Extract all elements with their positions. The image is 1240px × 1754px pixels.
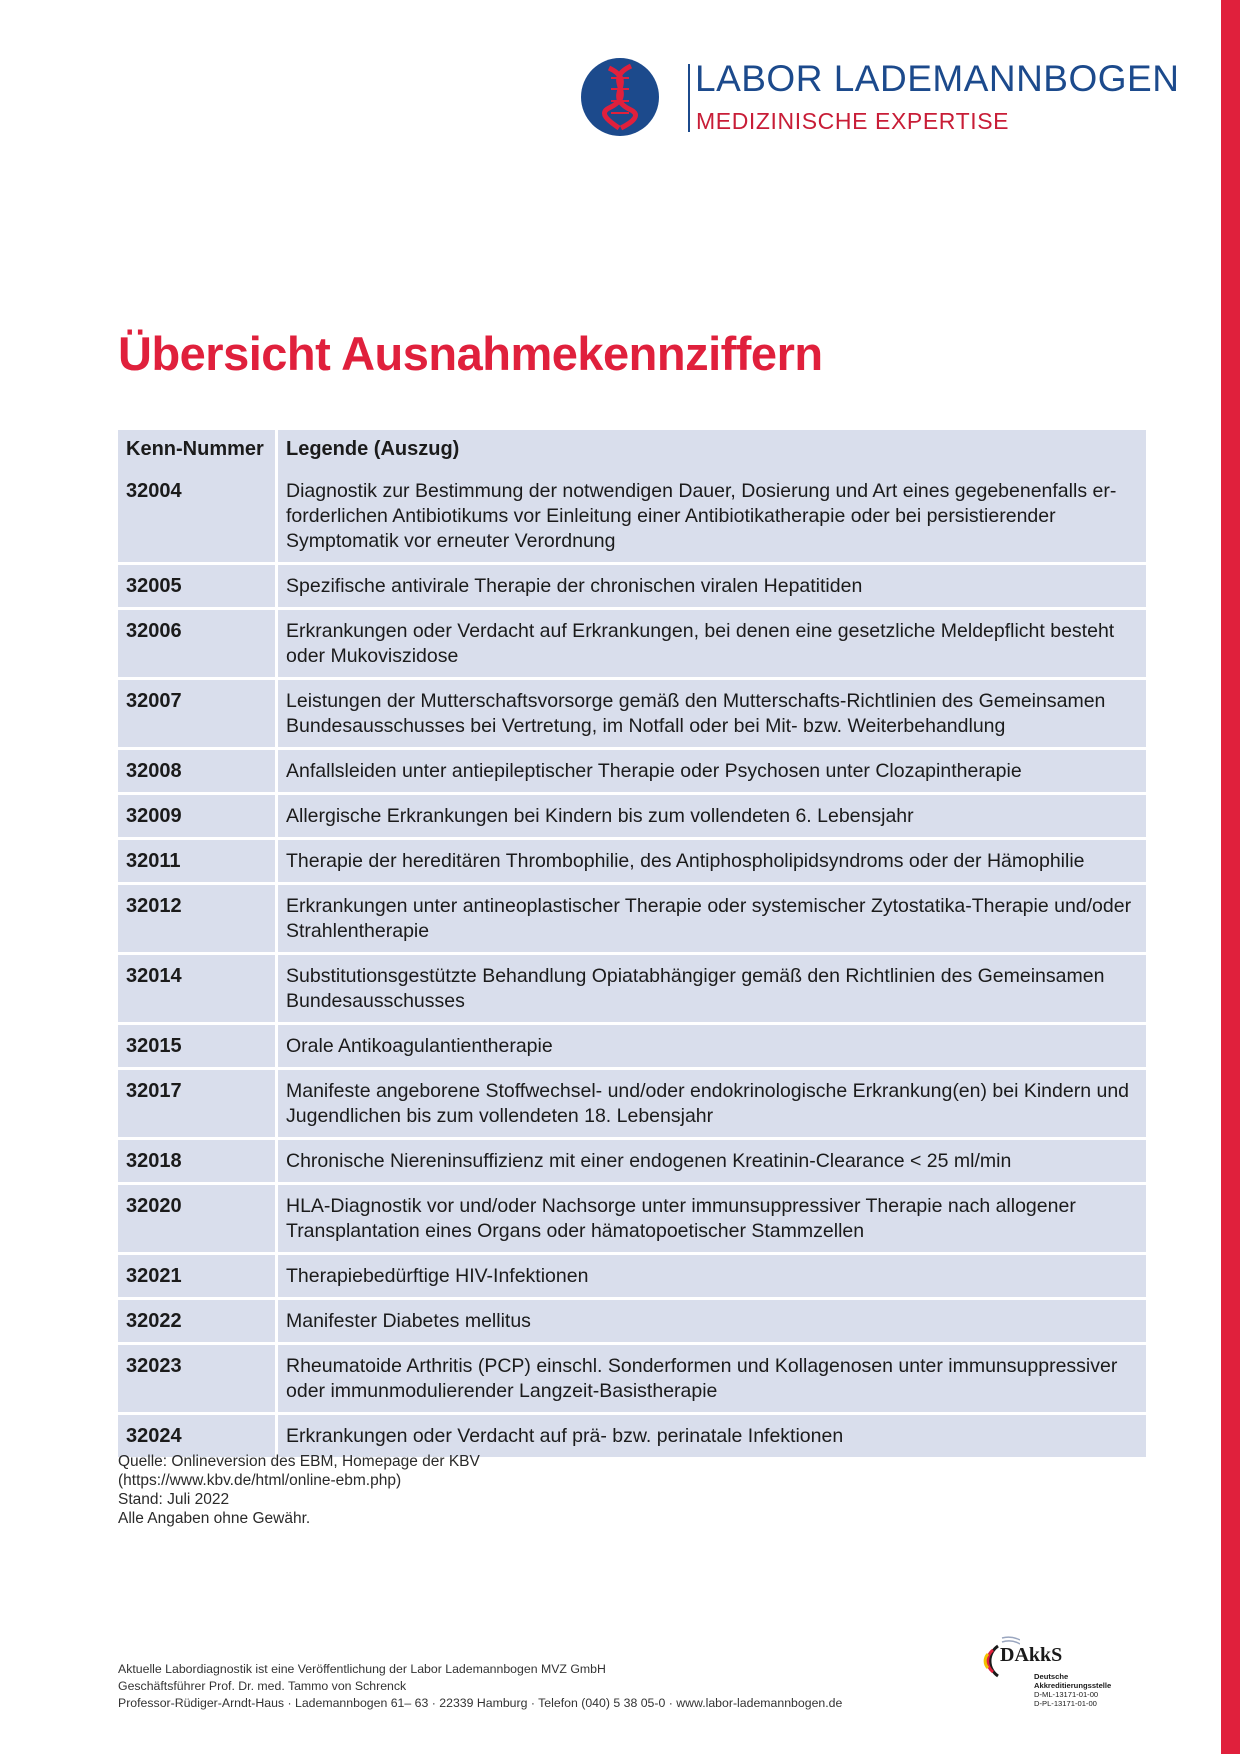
row-legend: Therapiebedürftige HIV-Infektionen bbox=[278, 1255, 1146, 1300]
right-accent-bar bbox=[1221, 0, 1240, 1754]
header-code: Kenn-Nummer bbox=[118, 430, 278, 470]
dakks-details bbox=[1034, 1672, 1111, 1708]
dakks-line: Akkreditierungsstelle bbox=[1034, 1681, 1112, 1690]
row-code: 32017 bbox=[118, 1070, 278, 1140]
page-title: Übersicht Ausnahmekennziffern bbox=[118, 327, 823, 380]
row-legend: Spezifische antivirale Therapie der chronischen viralen Hepatitiden bbox=[278, 565, 1146, 610]
row-code: 32012 bbox=[118, 885, 278, 955]
row-code: 32009 bbox=[118, 795, 278, 840]
row-legend: Substitutionsgestützte Behandlung Opiatabhängiger gemäß den Richtlinien des Gemeinsamen Bundesausschusses bbox=[278, 955, 1146, 1025]
table-row bbox=[118, 680, 1146, 750]
row-legend: Manifeste angeborene Stoffwechsel- und/oder endokrinologische Erkrankung(en) bei Kindern und Jugendlichen bis zum vollendeten 18. Lebensjahr bbox=[278, 1070, 1146, 1140]
row-legend: Rheumatoide Arthritis (PCP) einschl. Sonderformen und Kollagenosen unter immunsuppressiver oder immunmodulierender Langzeit-Basistherapie bbox=[278, 1345, 1146, 1415]
row-code: 32006 bbox=[118, 610, 278, 680]
row-code: 32015 bbox=[118, 1025, 278, 1070]
table-row bbox=[118, 1345, 1146, 1415]
row-code: 32011 bbox=[118, 840, 278, 885]
header-legend: Legende (Auszug) bbox=[278, 430, 1146, 470]
source-date: Stand: Juli 2022 bbox=[118, 1491, 230, 1508]
logo-title: LABOR LADEMANNBOGEN bbox=[695, 58, 1180, 99]
source-url: (https://www.kbv.de/html/online-ebm.php) bbox=[118, 1472, 402, 1489]
footer-line: Geschäftsführer Prof. Dr. med. Tammo von Schrenck bbox=[118, 1679, 407, 1693]
table-row bbox=[118, 470, 1146, 565]
dakks-name: DAkkS bbox=[1000, 1644, 1063, 1666]
row-code: 32008 bbox=[118, 750, 278, 795]
logo-subtitle: MEDIZINISCHE EXPERTISE bbox=[696, 108, 1010, 134]
table-row bbox=[118, 610, 1146, 680]
table-row bbox=[118, 1025, 1146, 1070]
table-row bbox=[118, 1185, 1146, 1255]
row-code: 32005 bbox=[118, 565, 278, 610]
footer-line: Professor-Rüdiger-Arndt-Haus · Lademannbogen 61– 63 · 22339 Hamburg · Telefon (040) 5 38 05-0 · www.labor-lademannbogen.de bbox=[118, 1696, 843, 1710]
row-code: 32007 bbox=[118, 680, 278, 750]
table-row bbox=[118, 1300, 1146, 1345]
dakks-line: D-PL-13171-01-00 bbox=[1034, 1699, 1097, 1708]
table-row bbox=[118, 1255, 1146, 1300]
table-row bbox=[118, 1140, 1146, 1185]
table-row bbox=[118, 1070, 1146, 1140]
row-legend: Chronische Niereninsuffizienz mit einer endogenen Kreatinin-Clearance < 25 ml/min bbox=[278, 1140, 1146, 1185]
row-legend: Erkrankungen oder Verdacht auf prä- bzw. perinatale Infektionen bbox=[278, 1415, 1146, 1457]
row-legend: Anfallsleiden unter antiepileptischer Therapie oder Psychosen unter Clozapintherapie bbox=[278, 750, 1146, 795]
row-code: 32014 bbox=[118, 955, 278, 1025]
source-disclaimer: Alle Angaben ohne Gewähr. bbox=[118, 1510, 311, 1527]
imprint-footer bbox=[118, 1661, 842, 1712]
row-code: 32022 bbox=[118, 1300, 278, 1345]
source-line: Quelle: Onlineversion des EBM, Homepage der KBV bbox=[118, 1453, 480, 1470]
row-code: 32023 bbox=[118, 1345, 278, 1415]
table-header-row bbox=[118, 430, 1146, 470]
row-legend: HLA-Diagnostik vor und/oder Nachsorge unter immunsuppressiver Therapie nach allogener Transplantation eines Organs oder hämatopoetischer Stammzellen bbox=[278, 1185, 1146, 1255]
company-logo bbox=[581, 58, 1180, 142]
dakks-line: Deutsche bbox=[1034, 1672, 1069, 1681]
source-note bbox=[118, 1452, 480, 1528]
dakks-line: D-ML-13171-01-00 bbox=[1034, 1690, 1099, 1699]
row-code: 32020 bbox=[118, 1185, 278, 1255]
table-row bbox=[118, 565, 1146, 610]
row-legend: Leistungen der Mutterschaftsvorsorge gemäß den Mutterschafts-Richtlinien des Gemeinsamen Bundesausschusses bei Vertretung, im Notfall oder bei Mit- bzw. Weiterbehandlung bbox=[278, 680, 1146, 750]
row-legend: Erkrankungen oder Verdacht auf Erkrankungen, bei denen eine gesetzliche Meldepflicht besteht oder Mukoviszidose bbox=[278, 610, 1146, 680]
row-legend: Erkrankungen unter antineoplastischer Therapie oder systemischer Zytostatika-Therapie und/oder Strahlentherapie bbox=[278, 885, 1146, 955]
table-row bbox=[118, 955, 1146, 1025]
row-legend: Manifester Diabetes mellitus bbox=[278, 1300, 1146, 1345]
dakks-accreditation-badge bbox=[980, 1636, 1120, 1716]
exception-codes-table bbox=[118, 430, 1146, 1457]
table-row bbox=[118, 1415, 1146, 1457]
table-row bbox=[118, 840, 1146, 885]
row-code: 32018 bbox=[118, 1140, 278, 1185]
row-code: 32004 bbox=[118, 470, 278, 565]
row-code: 32021 bbox=[118, 1255, 278, 1300]
logo-divider bbox=[688, 64, 690, 132]
dna-helix-icon bbox=[581, 58, 659, 136]
row-legend: Orale Antikoagulantientherapie bbox=[278, 1025, 1146, 1070]
footer-line: Aktuelle Labordiagnostik ist eine Veröffentlichung der Labor Lademannbogen MVZ GmbH bbox=[118, 1662, 606, 1676]
table-row bbox=[118, 795, 1146, 840]
row-legend: Therapie der hereditären Thrombophilie, des Antiphospholipidsyndroms oder der Hämophilie bbox=[278, 840, 1146, 885]
table-row bbox=[118, 750, 1146, 795]
row-legend: Allergische Erkrankungen bei Kindern bis zum vollendeten 6. Lebensjahr bbox=[278, 795, 1146, 840]
row-code: 32024 bbox=[118, 1415, 278, 1457]
table-row bbox=[118, 885, 1146, 955]
row-legend: Diagnostik zur Bestimmung der notwendigen Dauer, Dosierung und Art eines gegebenenfalls erforderlichen Antibiotikums vor Einleitung einer Antibiotikatherapie oder bei persistierender Symptomatik vor erneuter Verordnung bbox=[278, 470, 1146, 565]
